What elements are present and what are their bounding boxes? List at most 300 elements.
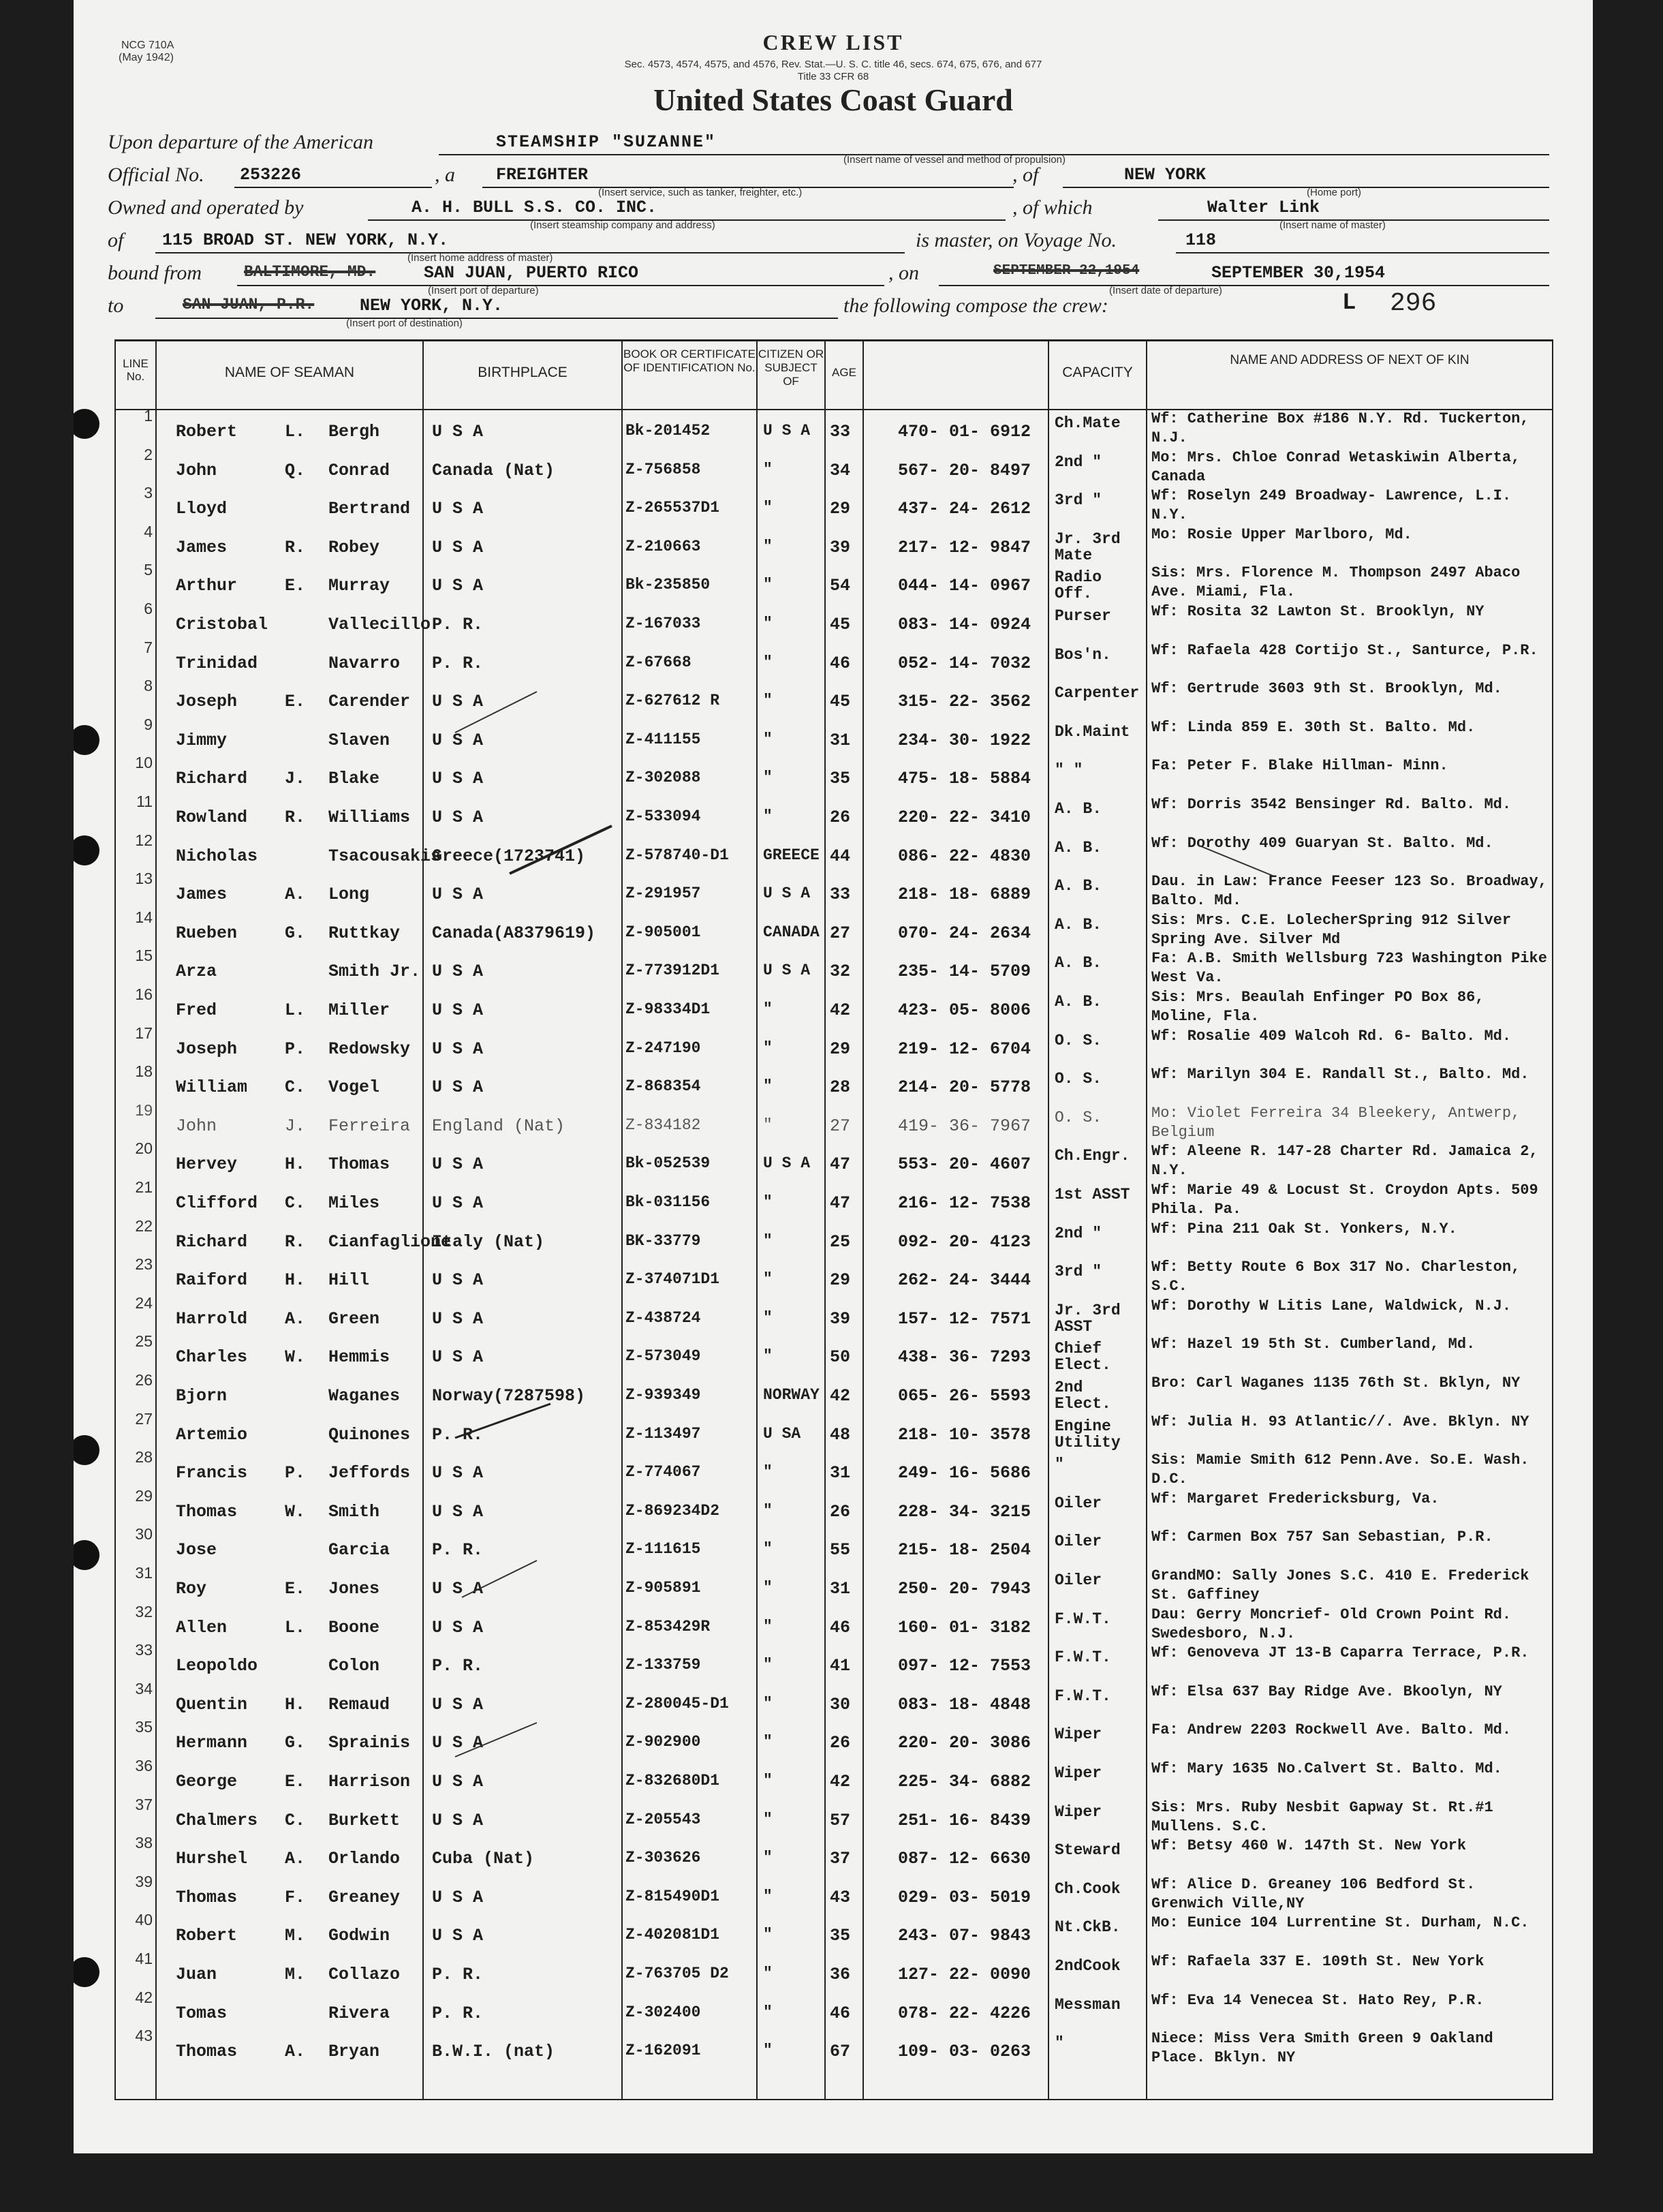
ssn: 220- 20- 3086 bbox=[898, 1733, 1031, 1753]
last-name: Slaven bbox=[328, 730, 390, 750]
form-cfr: Title 33 CFR 68 bbox=[797, 71, 869, 82]
certificate-number: Z-756858 bbox=[625, 460, 701, 478]
line-number: 17 bbox=[135, 1024, 153, 1042]
citizenship: " bbox=[763, 1116, 773, 1134]
next-of-kin: Wf: Gertrude 3603 9th St. Brooklyn, Md. bbox=[1151, 680, 1502, 698]
middle-initial: G. bbox=[285, 923, 306, 943]
next-of-kin: Wf: Dorris 3542 Bensinger Rd. Balto. Md. bbox=[1151, 796, 1512, 813]
middle-initial: E. bbox=[285, 1579, 306, 1599]
middle-initial: R. bbox=[285, 808, 306, 827]
citizenship: " bbox=[763, 769, 773, 787]
citizenship: " bbox=[763, 499, 773, 517]
ssn: 437- 24- 2612 bbox=[898, 499, 1031, 519]
capacity: 2nd " bbox=[1055, 1224, 1102, 1242]
ssn: 243- 07- 9843 bbox=[898, 1926, 1031, 1946]
birthplace: U S A bbox=[432, 1579, 484, 1599]
ssn: 065- 26- 5593 bbox=[898, 1386, 1031, 1406]
line-number: 19 bbox=[135, 1101, 153, 1119]
age: 35 bbox=[830, 769, 851, 789]
first-name: Arthur bbox=[176, 576, 238, 596]
first-name: Fred bbox=[176, 1000, 217, 1020]
first-name: James bbox=[176, 537, 228, 557]
age: 42 bbox=[830, 1386, 851, 1406]
age: 29 bbox=[830, 499, 851, 519]
capacity: Ch.Cook bbox=[1055, 1879, 1121, 1898]
birthplace: U S A bbox=[432, 576, 484, 596]
first-name: Juan bbox=[176, 1965, 217, 1984]
ssn: 029- 03- 5019 bbox=[898, 1887, 1031, 1907]
next-of-kin: Wf: Rafaela 428 Cortijo St., Santurce, P.R. bbox=[1151, 641, 1538, 659]
ssn: 475- 18- 5884 bbox=[898, 769, 1031, 789]
citizenship: " bbox=[763, 1193, 773, 1211]
birthplace: U S A bbox=[432, 1039, 484, 1059]
ssn: 083- 14- 0924 bbox=[898, 615, 1031, 634]
capacity: " " bbox=[1055, 761, 1083, 780]
line-number: 26 bbox=[135, 1371, 153, 1389]
last-name: Rivera bbox=[328, 2003, 390, 2023]
line-number: 8 bbox=[144, 677, 153, 695]
certificate-number: Z-113497 bbox=[625, 1424, 701, 1443]
last-name: Green bbox=[328, 1308, 380, 1329]
middle-initial: C. bbox=[285, 1810, 306, 1830]
ssn: 220- 22- 3410 bbox=[898, 808, 1031, 827]
line-number: 1 bbox=[144, 407, 153, 425]
middle-initial: C. bbox=[285, 1193, 306, 1213]
birthplace: England (Nat) bbox=[432, 1116, 565, 1136]
departure-label: Upon departure of the American bbox=[108, 131, 373, 153]
next-of-kin: Wf: Dorothy W Litis Lane, Waldwick, N.J. bbox=[1151, 1297, 1512, 1315]
certificate-number: Z-905001 bbox=[625, 923, 701, 941]
next-of-kin: Wf: Eva 14 Venecea St. Hato Rey, P.R. bbox=[1151, 1991, 1485, 2009]
age: 35 bbox=[830, 1926, 851, 1946]
ssn: 235- 14- 5709 bbox=[898, 962, 1031, 982]
last-name: Collazo bbox=[328, 1965, 401, 1984]
line-number: 33 bbox=[135, 1641, 153, 1659]
form-code: NCG 710A bbox=[121, 40, 174, 51]
vessel-name: STEAMSHIP "SUZANNE" bbox=[496, 132, 717, 152]
birthplace: U S A bbox=[432, 1077, 484, 1098]
home-port: NEW YORK bbox=[1124, 165, 1207, 185]
certificate-number: Bk-052539 bbox=[625, 1154, 711, 1173]
first-name: Richard bbox=[176, 1231, 248, 1252]
capacity: " bbox=[1055, 1456, 1064, 1474]
citizenship: " bbox=[763, 1733, 773, 1751]
capacity: O. S. bbox=[1055, 1031, 1102, 1049]
age: 47 bbox=[830, 1154, 851, 1175]
destination-port: NEW YORK, N.Y. bbox=[360, 296, 503, 316]
form-title: CREW LIST bbox=[762, 30, 904, 55]
next-of-kin: Wf: Carmen Box 757 San Sebastian, P.R. bbox=[1151, 1529, 1493, 1546]
age: 41 bbox=[830, 1656, 851, 1676]
first-name: Jose bbox=[176, 1540, 217, 1561]
certificate-number: Z-67668 bbox=[625, 653, 691, 671]
next-of-kin: Mo: Violet Ferreira 34 Bleekery, Antwerp, Belgium bbox=[1151, 1104, 1521, 1141]
capacity: Wiper bbox=[1055, 1764, 1102, 1782]
certificate-number: Z-302088 bbox=[625, 769, 701, 787]
citizenship: " bbox=[763, 1849, 773, 1867]
capacity: Jr. 3rd ASST bbox=[1055, 1301, 1121, 1336]
last-name: Murray bbox=[328, 576, 390, 596]
col-birthplace: BIRTHPLACE bbox=[478, 365, 568, 380]
middle-initial: M. bbox=[285, 1965, 306, 1984]
capacity: Purser bbox=[1055, 607, 1111, 625]
citizenship: NORWAY bbox=[763, 1386, 820, 1404]
certificate-number: Z-578740-D1 bbox=[625, 846, 729, 864]
ssn: 438- 36- 7293 bbox=[898, 1347, 1031, 1368]
first-name: John bbox=[176, 1116, 217, 1136]
line-number: 34 bbox=[135, 1679, 153, 1698]
age: 29 bbox=[830, 1039, 851, 1059]
line-number: 10 bbox=[135, 754, 153, 772]
ssn: 228- 34- 3215 bbox=[898, 1501, 1031, 1522]
first-name: Hurshel bbox=[176, 1849, 248, 1869]
middle-initial: R. bbox=[285, 1231, 306, 1252]
certificate-number: Z-773912D1 bbox=[625, 962, 720, 980]
middle-initial: E. bbox=[285, 576, 306, 596]
line-number: 43 bbox=[135, 2027, 153, 2045]
next-of-kin: Bro: Carl Waganes 1135 76th St. Bklyn, NY bbox=[1151, 1374, 1521, 1392]
next-of-kin: Wf: Roselyn 249 Broadway- Lawrence, L.I. N.Y. bbox=[1151, 487, 1512, 524]
age: 33 bbox=[830, 422, 851, 442]
first-name: Trinidad bbox=[176, 653, 258, 673]
last-name: Remaud bbox=[328, 1694, 390, 1715]
capacity: Ch.Mate bbox=[1055, 414, 1121, 432]
master-address-note: (Insert home address of master) bbox=[407, 252, 553, 264]
page-number: 296 bbox=[1390, 289, 1437, 318]
first-name: George bbox=[176, 1772, 238, 1792]
last-name: Williams bbox=[328, 808, 411, 827]
next-of-kin: Wf: Elsa 637 Bay Ridge Ave. Bkoolyn, NY bbox=[1151, 1683, 1502, 1700]
certificate-number: Z-402081D1 bbox=[625, 1926, 720, 1944]
form-statutes: Sec. 4573, 4574, 4575, and 4576, Rev. Stat.—U. S. C. title 46, secs. 674, 675, 676, and 677 bbox=[624, 59, 1042, 70]
capacity: Oiler bbox=[1055, 1533, 1102, 1551]
certificate-number: BK-33779 bbox=[625, 1231, 701, 1250]
capacity: A. B. bbox=[1055, 954, 1102, 972]
age: 42 bbox=[830, 1772, 851, 1792]
certificate-number: Z-902900 bbox=[625, 1733, 701, 1751]
agency-title: United States Coast Guard bbox=[653, 82, 1013, 117]
first-name: Robert bbox=[176, 1926, 238, 1946]
first-name: Jimmy bbox=[176, 730, 228, 750]
company-note: (Insert steamship company and address) bbox=[530, 219, 715, 231]
citizenship: " bbox=[763, 1540, 773, 1558]
citizenship: " bbox=[763, 1965, 773, 1982]
birthplace: U S A bbox=[432, 1347, 484, 1368]
next-of-kin: Wf: Genoveva JT 13-B Caparra Terrace, P.R. bbox=[1151, 1644, 1529, 1662]
next-of-kin: Wf: Pina 211 Oak St. Yonkers, N.Y. bbox=[1151, 1220, 1457, 1238]
capacity: Chief Elect. bbox=[1055, 1340, 1111, 1374]
first-name: Raiford bbox=[176, 1270, 248, 1291]
line-number: 28 bbox=[135, 1448, 153, 1466]
middle-initial: Q. bbox=[285, 460, 306, 480]
certificate-number: Z-627612 R bbox=[625, 692, 720, 710]
first-name: Francis bbox=[176, 1463, 248, 1484]
birthplace: U S A bbox=[432, 1270, 484, 1291]
citizenship: " bbox=[763, 2042, 773, 2060]
citizenship: " bbox=[763, 1656, 773, 1674]
first-name: Quentin bbox=[176, 1694, 248, 1715]
next-of-kin: Sis: Mrs. C.E. LolecherSpring 912 Silver Spring Ave. Silver Md bbox=[1151, 911, 1512, 948]
line-number: 12 bbox=[135, 831, 153, 849]
first-name: Roy bbox=[176, 1579, 207, 1599]
line-number: 42 bbox=[135, 1988, 153, 2006]
form-edition: (May 1942) bbox=[119, 52, 174, 63]
birthplace: B.W.I. (nat) bbox=[432, 2042, 555, 2062]
line-number: 35 bbox=[135, 1718, 153, 1736]
of-label: , of bbox=[1012, 164, 1039, 186]
service-note: (Insert service, such as tanker, freighter, etc.) bbox=[598, 187, 803, 198]
last-name: Waganes bbox=[328, 1386, 401, 1406]
age: 26 bbox=[830, 1733, 851, 1753]
age: 27 bbox=[830, 923, 851, 943]
ssn: 251- 16- 8439 bbox=[898, 1810, 1031, 1830]
certificate-number: Z-303626 bbox=[625, 1849, 701, 1867]
certificate-number: Z-774067 bbox=[625, 1463, 701, 1481]
line-number: 24 bbox=[135, 1293, 153, 1312]
line-number: 3 bbox=[144, 484, 153, 502]
citizenship: " bbox=[763, 1077, 773, 1096]
master-note: (Insert name of master) bbox=[1279, 219, 1386, 231]
first-name: Richard bbox=[176, 769, 248, 789]
citizenship: CANADA bbox=[763, 923, 820, 941]
age: 26 bbox=[830, 1501, 851, 1522]
certificate-number: Z-853429R bbox=[625, 1617, 711, 1635]
last-name: Boone bbox=[328, 1617, 380, 1638]
certificate-number: Z-834182 bbox=[625, 1116, 701, 1134]
middle-initial: J. bbox=[285, 769, 306, 789]
middle-initial: L. bbox=[285, 422, 306, 442]
line-number: 5 bbox=[144, 561, 153, 579]
last-name: Garcia bbox=[328, 1540, 390, 1561]
birthplace: U S A bbox=[432, 1617, 484, 1638]
first-name: Clifford bbox=[176, 1193, 258, 1213]
certificate-number: Z-133759 bbox=[625, 1656, 701, 1674]
next-of-kin: Fa: Peter F. Blake Hillman- Minn. bbox=[1151, 757, 1448, 775]
next-of-kin: Wf: Catherine Box #186 N.Y. Rd. Tuckerton, N.J. bbox=[1151, 410, 1529, 446]
capacity: 1st ASST bbox=[1055, 1186, 1130, 1203]
next-of-kin: Wf: Dorothy 409 Guaryan St. Balto. Md. bbox=[1151, 834, 1493, 852]
age: 34 bbox=[830, 460, 851, 480]
age: 67 bbox=[830, 2042, 851, 2062]
col-line-no: LINE No. bbox=[123, 357, 149, 383]
ssn: 052- 14- 7032 bbox=[898, 653, 1031, 673]
ssn: 249- 16- 5686 bbox=[898, 1463, 1031, 1484]
certificate-number: Z-411155 bbox=[625, 730, 701, 748]
age: 39 bbox=[830, 537, 851, 557]
vessel-note: (Insert name of vessel and method of propulsion) bbox=[843, 154, 1066, 166]
citizenship: GREECE bbox=[763, 846, 820, 864]
middle-initial: G. bbox=[285, 1733, 306, 1753]
certificate-number: Z-280045-D1 bbox=[625, 1694, 729, 1712]
certificate-number: Z-939349 bbox=[625, 1386, 701, 1404]
last-name: Smith Jr. bbox=[328, 962, 421, 982]
pen-strokes bbox=[74, 0, 1593, 2153]
certificate-number: Z-868354 bbox=[625, 1077, 701, 1096]
ssn: 086- 22- 4830 bbox=[898, 846, 1031, 866]
citizenship: " bbox=[763, 576, 773, 594]
ssn: 218- 10- 3578 bbox=[898, 1424, 1031, 1445]
capacity: A. B. bbox=[1055, 877, 1102, 895]
first-name: Thomas bbox=[176, 1501, 238, 1522]
first-name: Harrold bbox=[176, 1308, 248, 1329]
date-note: (Insert date of departure) bbox=[1109, 285, 1222, 296]
birthplace: U S A bbox=[432, 1000, 484, 1020]
last-name: Orlando bbox=[328, 1849, 401, 1869]
next-of-kin: Wf: Linda 859 E. 30th St. Balto. Md. bbox=[1151, 718, 1476, 736]
first-name: Robert bbox=[176, 422, 238, 442]
capacity: Dk.Maint bbox=[1055, 722, 1130, 741]
last-name: Carender bbox=[328, 692, 411, 712]
ssn: 214- 20- 5778 bbox=[898, 1077, 1031, 1098]
age: 28 bbox=[830, 1077, 851, 1098]
middle-initial: H. bbox=[285, 1154, 306, 1175]
next-of-kin: Wf: Hazel 19 5th St. Cumberland, Md. bbox=[1151, 1336, 1476, 1353]
citizenship: " bbox=[763, 1308, 773, 1327]
birthplace: U S A bbox=[432, 1308, 484, 1329]
birthplace: Canada(A8379619) bbox=[432, 923, 596, 943]
first-name: Lloyd bbox=[176, 499, 228, 519]
middle-initial: W. bbox=[285, 1501, 306, 1522]
certificate-number: Z-162091 bbox=[625, 2042, 701, 2060]
certificate-number: Z-869234D2 bbox=[625, 1501, 720, 1520]
line-number: 20 bbox=[135, 1139, 153, 1158]
voyage-number: 118 bbox=[1185, 230, 1217, 250]
last-name: Godwin bbox=[328, 1926, 390, 1946]
capacity: 3rd " bbox=[1055, 491, 1102, 510]
middle-initial: A. bbox=[285, 885, 306, 905]
certificate-number: Z-111615 bbox=[625, 1540, 701, 1558]
capacity: A. B. bbox=[1055, 800, 1102, 818]
capacity: Jr. 3rd Mate bbox=[1055, 529, 1121, 564]
citizenship: " bbox=[763, 1501, 773, 1520]
age: 31 bbox=[830, 1579, 851, 1599]
capacity: Carpenter bbox=[1055, 684, 1140, 703]
middle-initial: W. bbox=[285, 1347, 306, 1368]
next-of-kin: Dau: Gerry Moncrief- Old Crown Point Rd. Swedesboro, N.J. bbox=[1151, 1606, 1512, 1642]
next-of-kin: Fa: A.B. Smith Wellsburg 723 Washington Pike West Va. bbox=[1151, 950, 1547, 987]
citizenship: " bbox=[763, 460, 773, 478]
certificate-number: Z-205543 bbox=[625, 1810, 701, 1828]
ssn: 083- 18- 4848 bbox=[898, 1694, 1031, 1715]
capacity: F.W.T. bbox=[1055, 1610, 1111, 1628]
capacity: 2nd " bbox=[1055, 452, 1102, 471]
citizenship: " bbox=[763, 1039, 773, 1057]
ssn: 078- 22- 4226 bbox=[898, 2003, 1031, 2023]
age: 36 bbox=[830, 1965, 851, 1984]
middle-initial: A. bbox=[285, 1849, 306, 1869]
citizenship: " bbox=[763, 1887, 773, 1905]
crew-list-document bbox=[74, 0, 1593, 2153]
last-name: Colon bbox=[328, 1656, 380, 1676]
middle-initial: L. bbox=[285, 1000, 306, 1020]
capacity: Nt.CkB. bbox=[1055, 1918, 1121, 1937]
ssn: 470- 01- 6912 bbox=[898, 422, 1031, 442]
capacity: Engine Utility bbox=[1055, 1417, 1121, 1451]
ssn: 423- 05- 8006 bbox=[898, 1000, 1031, 1020]
capacity: A. B. bbox=[1055, 838, 1102, 857]
certificate-number: Z-815490D1 bbox=[625, 1887, 720, 1905]
age: 33 bbox=[830, 885, 851, 905]
capacity: " bbox=[1055, 2034, 1064, 2053]
line-number: 4 bbox=[144, 522, 153, 540]
last-name: Miles bbox=[328, 1193, 380, 1213]
capacity: Ch.Engr. bbox=[1055, 1147, 1130, 1165]
line-number: 18 bbox=[135, 1062, 153, 1081]
home-port-note: (Home port) bbox=[1307, 187, 1362, 198]
next-of-kin: GrandMO: Sally Jones S.C. 410 E. Frederick St. Gaffiney bbox=[1151, 1567, 1529, 1603]
first-name: Tomas bbox=[176, 2003, 228, 2023]
line-number: 32 bbox=[135, 1602, 153, 1620]
next-of-kin: Niece: Miss Vera Smith Green 9 Oakland Place. Bklyn. NY bbox=[1151, 2030, 1493, 2067]
birthplace: P. R. bbox=[432, 1965, 484, 1984]
capacity: Wiper bbox=[1055, 1725, 1102, 1744]
middle-initial: R. bbox=[285, 537, 306, 557]
birthplace: U S A bbox=[432, 1501, 484, 1522]
age: 57 bbox=[830, 1810, 851, 1830]
line-number: 13 bbox=[135, 870, 153, 888]
certificate-number: Z-98334D1 bbox=[625, 1000, 711, 1018]
last-name: Burkett bbox=[328, 1810, 401, 1830]
next-of-kin: Sis: Mrs. Florence M. Thompson 2497 Abaco Ave. Miami, Fla. bbox=[1151, 564, 1521, 601]
last-name: Greaney bbox=[328, 1887, 401, 1907]
middle-initial: H. bbox=[285, 1694, 306, 1715]
middle-initial: J. bbox=[285, 1116, 306, 1136]
capacity: 2nd Elect. bbox=[1055, 1379, 1111, 1413]
certificate-number: Z-905891 bbox=[625, 1579, 701, 1597]
birthplace: Greece(1723741) bbox=[432, 846, 586, 866]
next-of-kin: Wf: Margaret Fredericksburg, Va. bbox=[1151, 1490, 1440, 1507]
last-name: Blake bbox=[328, 769, 380, 789]
col-name: NAME OF SEAMAN bbox=[224, 365, 355, 380]
ssn: 160- 01- 3182 bbox=[898, 1617, 1031, 1638]
master-name: Walter Link bbox=[1207, 198, 1320, 217]
master-address: 115 BROAD ST. NEW YORK, N.Y. bbox=[162, 230, 449, 250]
certificate-number: Z-832680D1 bbox=[625, 1772, 720, 1789]
ssn: 250- 20- 7943 bbox=[898, 1579, 1031, 1599]
age: 44 bbox=[830, 846, 851, 866]
next-of-kin: Sis: Mrs. Ruby Nesbit Gapway St. Rt.#1 Mullens. S.C. bbox=[1151, 1798, 1493, 1835]
birthplace: Canada (Nat) bbox=[432, 460, 555, 480]
birthplace: U S A bbox=[432, 808, 484, 827]
destination-note: (Insert port of destination) bbox=[346, 318, 463, 329]
first-name: William bbox=[176, 1077, 248, 1098]
next-of-kin: Sis: Mrs. Beaulah Enfinger PO Box 86, Moline, Fla. bbox=[1151, 989, 1485, 1025]
last-name: Ruttkay bbox=[328, 923, 401, 943]
certificate-number: Z-291957 bbox=[625, 885, 701, 903]
next-of-kin: Sis: Mamie Smith 612 Penn.Ave. So.E. Wash. D.C. bbox=[1151, 1451, 1529, 1488]
birthplace: U S A bbox=[432, 1733, 484, 1753]
citizenship: " bbox=[763, 1463, 773, 1481]
birthplace: P. R. bbox=[432, 653, 484, 673]
age: 55 bbox=[830, 1540, 851, 1561]
citizenship: " bbox=[763, 1810, 773, 1828]
birthplace: U S A bbox=[432, 1887, 484, 1907]
birthplace: P. R. bbox=[432, 1540, 484, 1561]
citizenship: " bbox=[763, 1000, 773, 1018]
ssn: 070- 24- 2634 bbox=[898, 923, 1031, 943]
col-citizen: CITIZEN OR SUBJECT OF bbox=[758, 348, 824, 388]
birthplace: U S A bbox=[432, 1926, 484, 1946]
col-book: BOOK OR CERTIFICATE OF IDENTIFICATION No. bbox=[623, 348, 756, 374]
ssn: 219- 12- 6704 bbox=[898, 1039, 1031, 1059]
ssn: 215- 18- 2504 bbox=[898, 1540, 1031, 1561]
certificate-number: Z-247190 bbox=[625, 1039, 701, 1057]
line-number: 16 bbox=[135, 985, 153, 1003]
next-of-kin: Wf: Betsy 460 W. 147th St. New York bbox=[1151, 1837, 1467, 1855]
next-of-kin: Wf: Aleene R. 147-28 Charter Rd. Jamaica 2, N.Y. bbox=[1151, 1143, 1538, 1180]
line-number: 30 bbox=[135, 1525, 153, 1543]
capacity: F.W.T. bbox=[1055, 1687, 1111, 1705]
